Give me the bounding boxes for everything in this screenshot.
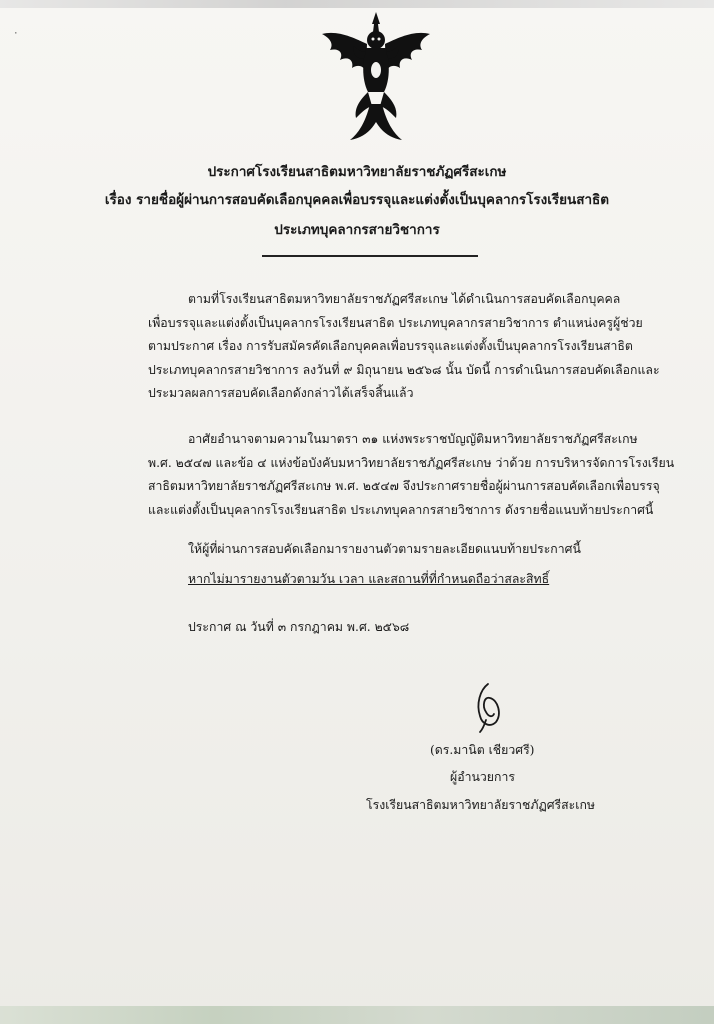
underlined-text-line: หากไม่มารายงานตัวตามวัน เวลา และสถานที่ที่กำหนดถือว่าสละสิทธิ์ bbox=[188, 572, 550, 586]
text-line: เพื่อบรรจุและแต่งตั้งเป็นบุคลากรโรงเรียนสาธิต ประเภทบุคลากรสายวิชาการ ตำแหน่งครูผู้ช่วย bbox=[148, 315, 643, 330]
paragraph-background bbox=[148, 288, 660, 406]
text-line: อาศัยอำนาจตามความในมาตรา ๓๑ แห่งพระราชบัญญัติมหาวิทยาลัยราชภัฏศรีสะเกษ bbox=[188, 432, 638, 446]
signer-position: ผู้อำนวยการ bbox=[450, 770, 515, 784]
announcement-title: ประกาศโรงเรียนสาธิตมหาวิทยาลัยราชภัฏศรีสะเกษ bbox=[207, 164, 507, 180]
text-line: ประมวลผลการสอบคัดเลือกดังกล่าวได้เสร็จสิ้นแล้ว bbox=[148, 386, 414, 400]
text-line: ตามที่โรงเรียนสาธิตมหาวิทยาลัยราชภัฏศรีสะเกษ ได้ดำเนินการสอบคัดเลือกบุคคล bbox=[188, 292, 621, 306]
title-divider bbox=[262, 255, 478, 257]
signer-organization: โรงเรียนสาธิตมหาวิทยาลัยราชภัฏศรีสะเกษ bbox=[366, 798, 596, 812]
scan-edge-strip bbox=[0, 0, 714, 8]
scan-bottom-edge bbox=[0, 1006, 714, 1024]
paragraph-report-instruction bbox=[148, 538, 618, 562]
corner-mark: ᐝ bbox=[14, 30, 18, 44]
handwritten-signature-icon bbox=[466, 680, 510, 734]
announcement-subject: เรื่อง รายชื่อผู้ผ่านการสอบคัดเลือกบุคคลเพื่อบรรจุและแต่งตั้งเป็นบุคลากรโรงเรียนสาธิต bbox=[104, 192, 610, 208]
garuda-emblem-icon bbox=[316, 8, 436, 148]
text-line: พ.ศ. ๒๕๔๗ และข้อ ๔ แห่งข้อบังคับมหาวิทยาลัยราชภัฏศรีสะเกษ ว่าด้วย การบริหารจัดการโรงเรียน bbox=[148, 455, 675, 470]
text-line: และแต่งตั้งเป็นบุคลากรโรงเรียนสาธิต ประเภทบุคลากรสายวิชาการ ดังรายชื่อแนบท้ายประกาศนี้ bbox=[148, 502, 654, 517]
text-line: สาธิตมหาวิทยาลัยราชภัฏศรีสะเกษ พ.ศ. ๒๕๔๗ จึงประกาศรายชื่อผู้ผ่านการสอบคัดเลือกเพื่อบรรจุ bbox=[148, 479, 660, 493]
paragraph-forfeit-warning bbox=[148, 568, 618, 592]
text-line: ให้ผู้ที่ผ่านการสอบคัดเลือกมารายงานตัวตามรายละเอียดแนบท้ายประกาศนี้ bbox=[188, 542, 581, 556]
signer-name: (ดร.มานิต เชียวศรี) bbox=[430, 743, 535, 757]
announcement-date bbox=[148, 616, 618, 640]
paragraph-authority bbox=[148, 428, 675, 522]
text-line: ตามประกาศ เรื่อง การรับสมัครคัดเลือกบุคคลเพื่อบรรจุและแต่งตั้งเป็นบุคลากรโรงเรียนสาธิต bbox=[148, 339, 633, 353]
announcement-subject-line2: ประเภทบุคลากรสายวิชาการ bbox=[274, 222, 440, 238]
text-line: ประกาศ ณ วันที่ ๓ กรกฎาคม พ.ศ. ๒๕๖๘ bbox=[188, 620, 410, 634]
text-line: ประเภทบุคลากรสายวิชาการ ลงวันที่ ๙ มิถุนายน ๒๕๖๘ นั้น บัดนี้ การดำเนินการสอบคัดเลือกและ bbox=[148, 362, 660, 377]
